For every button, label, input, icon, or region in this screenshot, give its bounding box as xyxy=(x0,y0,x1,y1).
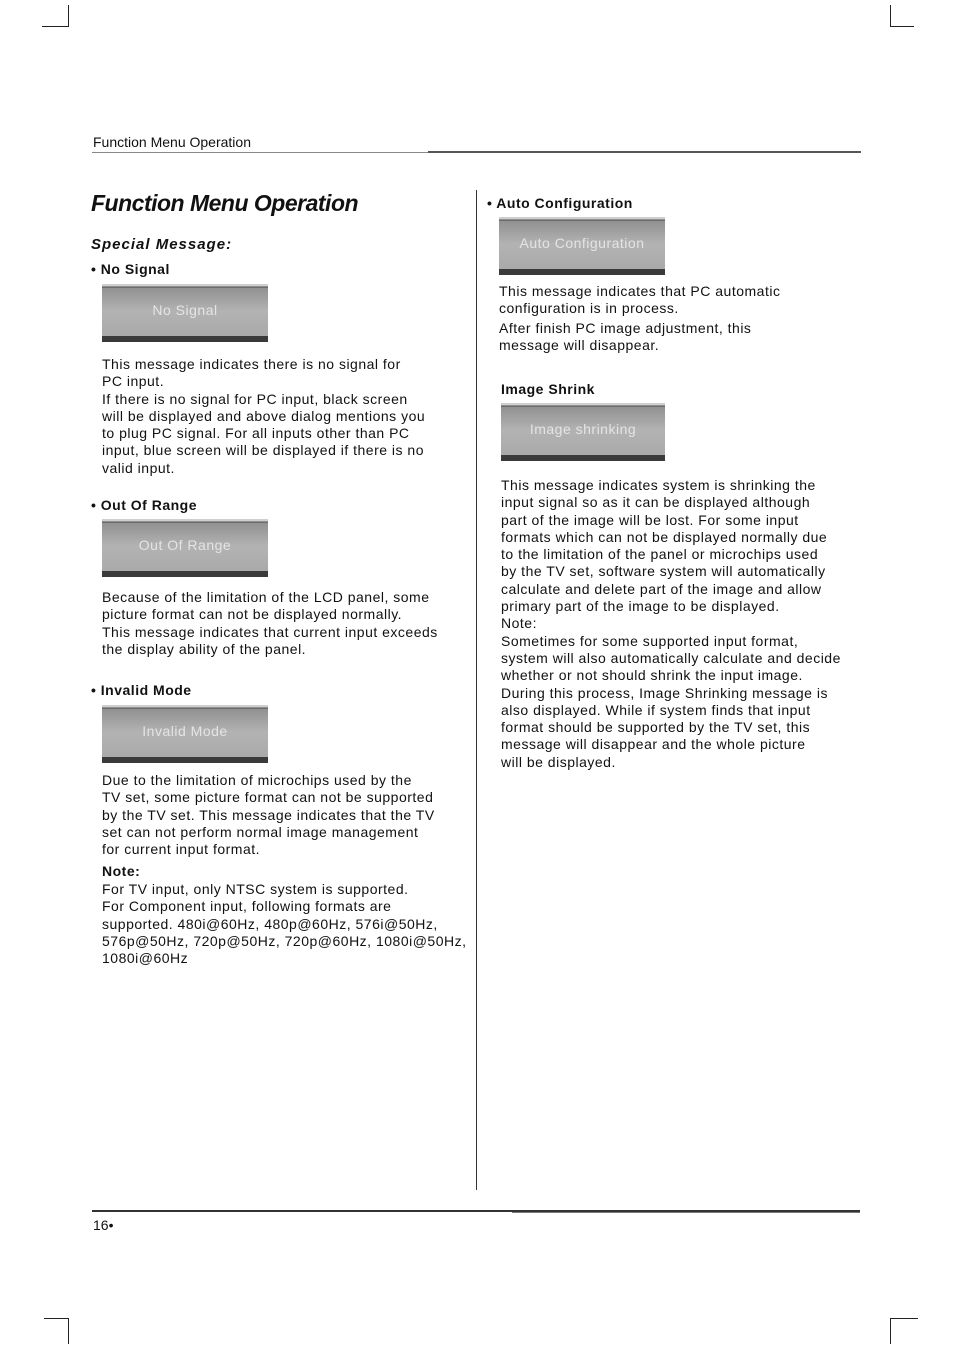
image-shrink-dialog xyxy=(501,403,665,461)
auto-config-description-2: After finish PC image adjustment, this message will disappear. xyxy=(499,320,752,354)
section-subtitle: Special Message: xyxy=(91,236,233,253)
crop-mark-top-left-v xyxy=(68,5,69,26)
invalid-mode-dialog-label: Invalid Mode xyxy=(142,723,228,739)
out-of-range-heading xyxy=(91,497,197,513)
no-signal-dialog xyxy=(102,284,268,342)
out-of-range-dialog xyxy=(102,519,268,577)
image-shrink-heading: Image Shrink xyxy=(501,381,595,397)
out-of-range-dialog-label: Out Of Range xyxy=(138,537,232,553)
bullet-icon: • xyxy=(91,497,101,513)
image-shrink-description: This message indicates system is shrinking the input signal so as it can be displayed although part of the image will be lost. For some input formats which can not be displayed normally due to the limitation of the panel or microchips used by the TV set, software system will automatically calculate and delete part of the image and allow primary part of the image to be displayed. Note: Sometimes for some supported input format, system will also automatically calculate and decide whether or not should shrink the input image. During this process, Image Shrinking message is also displayed. While if system finds that input format should be supported by the TV set, this message will disappear and the whole picture will be displayed. xyxy=(501,477,841,770)
crop-mark-top-left-h xyxy=(42,26,69,27)
crop-mark-bottom-left-v xyxy=(68,1318,69,1344)
no-signal-heading-label: No Signal xyxy=(100,261,170,277)
auto-config-dialog-label: Auto Configuration xyxy=(519,235,645,251)
bullet-icon: • xyxy=(91,261,101,277)
auto-config-description: This message indicates that PC automatic configuration is in process. xyxy=(499,283,781,317)
invalid-mode-note-label: Note: xyxy=(102,863,141,879)
no-signal-description: This message indicates there is no signal for PC input. If there is no signal for PC input, black screen will be displayed and above dialog mentions you to plug PC signal. For all inputs other than PC input, blue screen will be displayed if there is no valid input. xyxy=(102,356,426,476)
no-signal-dialog-label: No Signal xyxy=(152,302,218,318)
running-header: Function Menu Operation xyxy=(93,134,251,150)
crop-mark-bottom-right-h xyxy=(890,1318,918,1319)
no-signal-heading xyxy=(91,261,170,277)
page-number xyxy=(93,1217,113,1233)
out-of-range-description: Because of the limitation of the LCD panel, some picture format can not be displayed normally. This message indicates that current input exceeds the display ability of the panel. xyxy=(102,589,438,657)
auto-config-heading-label: Auto Configuration xyxy=(496,195,633,211)
bullet-icon: • xyxy=(487,195,497,211)
footer-rule-accent xyxy=(512,1212,860,1213)
page-title: Function Menu Operation xyxy=(91,190,359,216)
column-divider xyxy=(476,190,477,1190)
page-number-value: 16 xyxy=(93,1217,109,1233)
auto-config-heading xyxy=(487,195,633,211)
invalid-mode-heading-label: Invalid Mode xyxy=(100,682,192,698)
page-number-mark: • xyxy=(108,1217,114,1233)
invalid-mode-description: Due to the limitation of microchips used by the TV set, some picture format can not be supported by the TV set. This message indicates that the TV set can not perform normal image management for current input format. xyxy=(102,772,435,858)
crop-mark-top-right-h xyxy=(890,26,914,27)
header-rule-accent xyxy=(428,151,861,153)
invalid-mode-note-text: For TV input, only NTSC system is supported. For Component input, following formats are supported. 480i@60Hz, 480p@60Hz, 576i@50Hz, 576p@50Hz, 720p@50Hz, 720p@60Hz, 1080i@50Hz, 1080i@60Hz xyxy=(102,881,467,967)
image-shrink-dialog-label: Image shrinking xyxy=(529,421,637,437)
crop-mark-top-right-v xyxy=(890,5,891,26)
crop-mark-bottom-left-h xyxy=(44,1318,69,1319)
invalid-mode-dialog xyxy=(102,705,268,763)
out-of-range-heading-label: Out Of Range xyxy=(100,497,198,513)
invalid-mode-heading xyxy=(91,682,192,698)
auto-config-dialog xyxy=(499,217,665,275)
bullet-icon: • xyxy=(91,682,101,698)
crop-mark-bottom-right-v xyxy=(890,1318,891,1344)
